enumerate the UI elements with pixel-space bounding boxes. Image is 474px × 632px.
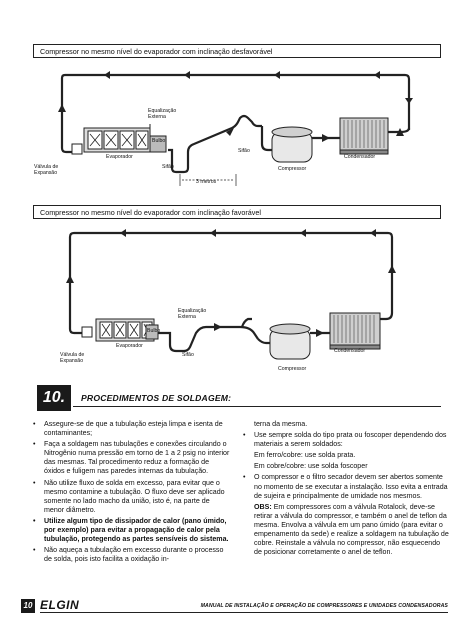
diagram1-label-compressor: Compressor: [278, 166, 307, 172]
diagram2-caption: Compressor no mesmo nível do evaporador com inclinação favorável: [33, 205, 441, 219]
bullet-icon: •: [33, 440, 36, 449]
diagram1-condenser: [340, 118, 388, 154]
bullet-icon: •: [243, 473, 246, 482]
diagram1-label-sifao-right: Sifão: [238, 148, 250, 154]
diagram-unfavorable-incline: [0, 40, 474, 200]
list-item-text: Assegure-se de que a tubulação esteja limpa e isenta de contaminantes;: [44, 420, 223, 438]
diagram1-compressor: [272, 127, 312, 162]
section-title: PROCEDIMENTOS DE SOLDAGEM:: [81, 393, 232, 403]
diagram1-label-sifao-left: Sifão: [162, 164, 174, 170]
bullet-icon: •: [243, 431, 246, 440]
continuation-text: terna da mesma.: [254, 420, 308, 428]
diagram1-label-evaporador: Evaporador: [106, 154, 133, 160]
list-item: [243, 473, 449, 500]
list-item: [33, 546, 231, 564]
bullet-icon: •: [33, 478, 36, 487]
solder-cobre-line: Em cobre/cobre: use solda foscoper: [254, 462, 368, 471]
list-item-text: Não aqueça a tubulação em excesso durante o processo de solda, pois isto facilita a oxidação in-: [44, 546, 224, 564]
diagram2-label-evaporador: Evaporador: [116, 343, 143, 349]
list-item-text: Faça a soldagem nas tubulações e conexões circulando o Nitrogênio numa pressão em torno de 1 a 2 psig no interior das mesmas. Tal procedimento reduz a formação de óxidos e fuligem nas paredes internas da tubulação.: [44, 440, 230, 476]
obs-note: [243, 503, 449, 558]
list-item-text: Use sempre solda do tipo prata ou foscoper dependendo dos materiais a serem soldados:: [254, 431, 447, 449]
page-footer: [0, 596, 474, 632]
section-rule: [73, 406, 441, 407]
diagram1-caption: Compressor no mesmo nível do evaporador com inclinação desfavorável: [33, 44, 441, 58]
obs-label: OBS:: [254, 502, 272, 511]
left-column: [33, 420, 231, 566]
bullet-icon: •: [33, 420, 36, 428]
manual-title: MANUAL DE INSTALAÇÃO E OPERAÇÃO DE COMPRESSORES E UNIDADES CONDENSADORAS: [200, 603, 448, 609]
diagram1-label-bulbo: Bulbo: [152, 138, 166, 144]
page-number: 10: [21, 599, 35, 613]
diagram1-label-condensador: Condensador: [344, 154, 376, 160]
list-item: [33, 479, 231, 515]
diagram2-condenser: [330, 313, 380, 349]
bullet-icon: •: [33, 546, 36, 555]
list-item: [243, 431, 449, 449]
right-column: [243, 420, 449, 559]
diagram2-label-bulbo: Bulbo: [147, 328, 161, 334]
list-item: [33, 440, 231, 476]
obs-text: Em compressores com a válvula Rotalock, deve-se retirar a válvula do compressor, e também o anel de teflon da mesma. Envolva a válvula em um pano úmido (para evitar o empenamento da sede) e realize a soldagem na tubulação de cobre. Reinstale a válvula no compressor, não esquecendo de posicionar corretamente o anel de teflon.: [254, 502, 449, 557]
bullet-icon: •: [33, 516, 36, 525]
list-item-text: Não utilize fluxo de solda em excesso, para evitar que o mesmo contamine a tubulação. O fluxo deve ser aplicado somente no lado macho da união, isto é, na parte de menor diâmetro.: [44, 478, 225, 514]
brand-logo: ELGIN: [40, 598, 80, 612]
diagram2-label-sifao: Sifão: [182, 352, 194, 358]
list-item: [33, 420, 231, 438]
section-number: 10.: [37, 385, 71, 411]
section-heading: [33, 385, 441, 413]
list-item-text: O compressor e o filtro secador devem ser abertos somente no momento de se executar a instalação. Isso evita a entrada de sujeira e principalmente de umidade nos mesmos.: [254, 473, 448, 500]
diagram2-label-equalizacao: Equalização Externa: [178, 308, 207, 320]
list-item: [33, 517, 231, 544]
solder-ferro-line: Em ferro/cobre: use solda prata.: [254, 451, 356, 460]
diagram2-label-valvula: Válvula de Expansão: [60, 352, 85, 364]
footer-rule: [40, 612, 448, 613]
list-item-text: Utilize algum tipo de dissipador de calor (pano úmido, por exemplo) para evitar a propagação de calor pela tubulação, protegendo as partes sensíveis do sistema.: [44, 516, 229, 544]
diagram1-drawing: [0, 40, 474, 200]
diagram1-label-valvula: Válvula de Expansão: [34, 164, 59, 176]
diagram2-label-condensador: Condensador: [334, 348, 366, 354]
diagram1-label-equalizacao: Equalização Externa: [148, 108, 177, 120]
diagram-favorable-incline: [0, 203, 474, 383]
diagram1-label-metros: 3 metros: [196, 179, 217, 185]
diagram2-compressor: [270, 324, 310, 359]
diagram2-label-compressor: Compressor: [278, 366, 307, 372]
